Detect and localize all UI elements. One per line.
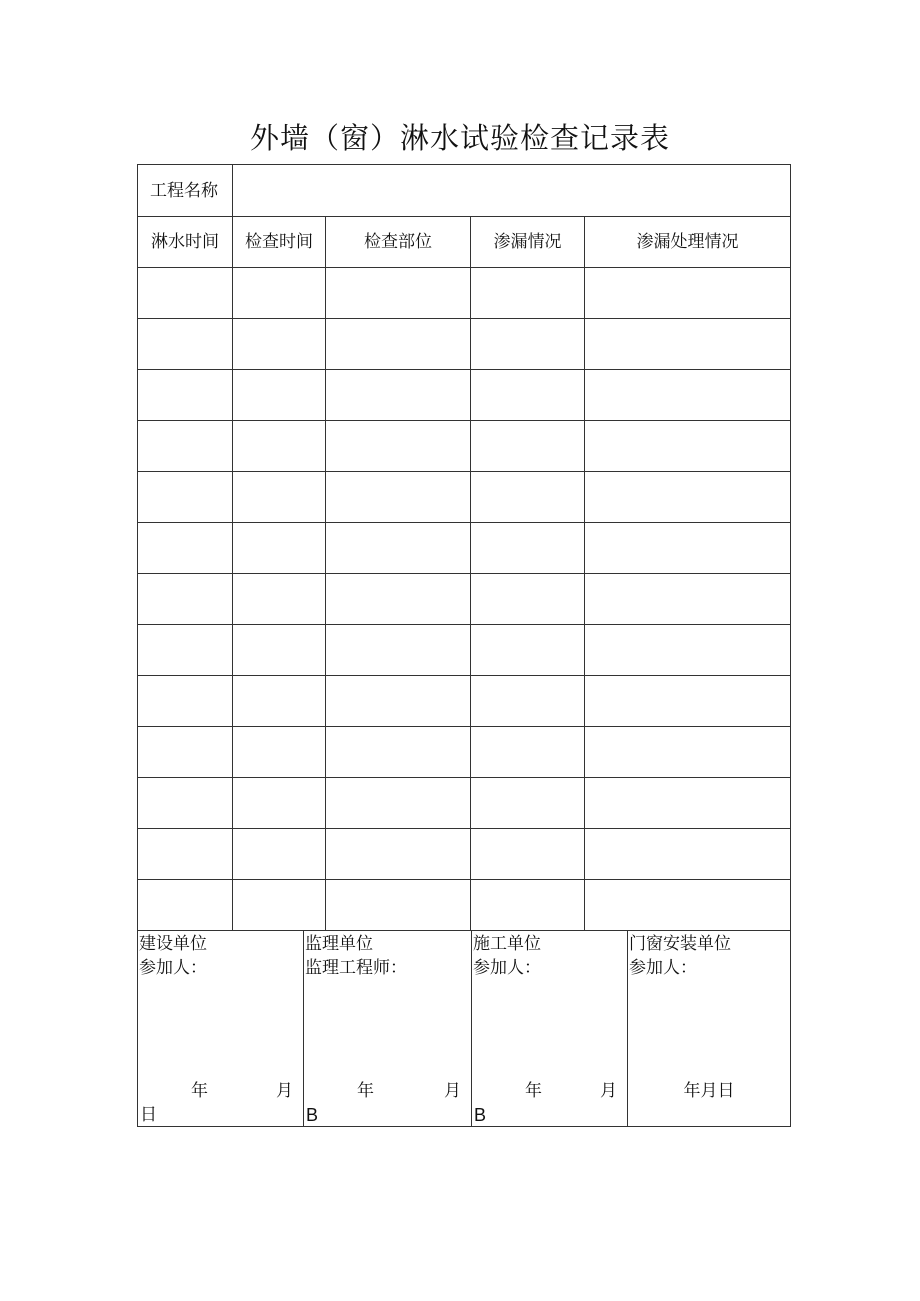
date-month-label: 月: [276, 1081, 293, 1101]
project-name-label: 工程名称: [138, 165, 233, 217]
cell-leak-treatment[interactable]: [585, 523, 791, 574]
column-header-spray-time: 淋水时间: [138, 217, 233, 268]
table-row: [138, 574, 791, 625]
table-row: [138, 880, 791, 931]
project-name-field[interactable]: [233, 165, 791, 217]
signature-cell-owner[interactable]: [138, 931, 304, 1127]
cell-leak-treatment[interactable]: [585, 370, 791, 421]
cell-inspect-time[interactable]: [233, 370, 326, 421]
cell-spray-time[interactable]: [138, 880, 233, 931]
signature-unit-label: 门窗安装单位: [629, 934, 731, 954]
cell-spray-time[interactable]: [138, 778, 233, 829]
table-row: [138, 370, 791, 421]
date-year-label: 年: [357, 1081, 374, 1101]
cell-leak-treatment[interactable]: [585, 574, 791, 625]
cell-inspect-time[interactable]: [233, 268, 326, 319]
cell-leak-status[interactable]: [471, 268, 585, 319]
cell-inspect-location[interactable]: [326, 523, 471, 574]
cell-inspect-location[interactable]: [326, 880, 471, 931]
cell-inspect-time[interactable]: [233, 625, 326, 676]
cell-leak-treatment[interactable]: [585, 829, 791, 880]
cell-inspect-time[interactable]: [233, 727, 326, 778]
cell-leak-treatment[interactable]: [585, 727, 791, 778]
signature-person-label: 参加人：: [139, 958, 207, 978]
date-day-label: B: [306, 1105, 319, 1125]
cell-leak-treatment[interactable]: [585, 319, 791, 370]
cell-leak-status[interactable]: [471, 370, 585, 421]
date-year-label: 年: [191, 1081, 208, 1101]
cell-spray-time[interactable]: [138, 268, 233, 319]
signature-cell-window-installer[interactable]: [628, 931, 791, 1127]
table-row: [138, 472, 791, 523]
column-header-inspect-time: 检查时间: [233, 217, 326, 268]
column-header-inspect-location: 检查部位: [326, 217, 471, 268]
project-row: [138, 165, 791, 217]
table-row: [138, 268, 791, 319]
cell-leak-treatment[interactable]: [585, 880, 791, 931]
cell-spray-time[interactable]: [138, 370, 233, 421]
cell-spray-time[interactable]: [138, 472, 233, 523]
form-title: 外墙（窗）淋水试验检查记录表: [249, 121, 670, 155]
cell-inspect-time[interactable]: [233, 676, 326, 727]
cell-spray-time[interactable]: [138, 829, 233, 880]
cell-leak-treatment[interactable]: [585, 778, 791, 829]
cell-leak-status[interactable]: [471, 727, 585, 778]
signature-cell-contractor[interactable]: [472, 931, 628, 1127]
cell-inspect-location[interactable]: [326, 778, 471, 829]
cell-leak-treatment[interactable]: [585, 625, 791, 676]
cell-spray-time[interactable]: [138, 523, 233, 574]
cell-leak-status[interactable]: [471, 421, 585, 472]
cell-leak-treatment[interactable]: [585, 676, 791, 727]
date-day-label: 日: [140, 1105, 157, 1125]
cell-inspect-location[interactable]: [326, 829, 471, 880]
inspection-table: [137, 164, 791, 931]
signature-person-label: 监理工程师：: [305, 958, 407, 978]
cell-inspect-location[interactable]: [326, 268, 471, 319]
cell-leak-status[interactable]: [471, 523, 585, 574]
column-header-leak-treatment: 渗漏处理情况: [585, 217, 791, 268]
cell-spray-time[interactable]: [138, 319, 233, 370]
table-row: [138, 778, 791, 829]
cell-leak-treatment[interactable]: [585, 472, 791, 523]
cell-leak-status[interactable]: [471, 880, 585, 931]
cell-inspect-time[interactable]: [233, 574, 326, 625]
cell-leak-status[interactable]: [471, 625, 585, 676]
date-month-label: 月: [444, 1081, 461, 1101]
date-month-label: 月: [600, 1081, 617, 1101]
cell-inspect-location[interactable]: [326, 676, 471, 727]
cell-spray-time[interactable]: [138, 421, 233, 472]
cell-inspect-time[interactable]: [233, 523, 326, 574]
signature-cell-supervisor[interactable]: [304, 931, 472, 1127]
cell-inspect-location[interactable]: [326, 727, 471, 778]
table-row: [138, 523, 791, 574]
signature-unit-label: 监理单位: [305, 934, 373, 954]
cell-inspect-time[interactable]: [233, 778, 326, 829]
cell-inspect-location[interactable]: [326, 370, 471, 421]
table-row: [138, 676, 791, 727]
signature-person-label: 参加人：: [629, 958, 697, 978]
cell-inspect-location[interactable]: [326, 421, 471, 472]
cell-spray-time[interactable]: [138, 676, 233, 727]
cell-inspect-location[interactable]: [326, 472, 471, 523]
cell-leak-status[interactable]: [471, 829, 585, 880]
signature-table: [137, 930, 791, 1127]
cell-inspect-time[interactable]: [233, 421, 326, 472]
signature-date: [304, 1079, 471, 1103]
signature-date: [472, 1079, 627, 1103]
cell-leak-status[interactable]: [471, 676, 585, 727]
signature-date: [138, 1079, 303, 1103]
table-row: [138, 829, 791, 880]
cell-leak-status[interactable]: [471, 574, 585, 625]
signature-date: 年月日: [683, 1081, 735, 1101]
table-row: [138, 727, 791, 778]
signature-row: [138, 931, 791, 1127]
cell-leak-status[interactable]: [471, 472, 585, 523]
cell-leak-treatment[interactable]: [585, 268, 791, 319]
column-header-leak-status: 渗漏情况: [471, 217, 585, 268]
cell-inspect-time[interactable]: [233, 880, 326, 931]
signature-person-label: 参加人：: [473, 958, 541, 978]
cell-inspect-location[interactable]: [326, 625, 471, 676]
cell-inspect-location[interactable]: [326, 319, 471, 370]
cell-spray-time[interactable]: [138, 727, 233, 778]
date-day-label: B: [474, 1105, 487, 1125]
date-year-label: 年: [525, 1081, 542, 1101]
cell-spray-time[interactable]: [138, 574, 233, 625]
signature-unit-label: 施工单位: [473, 934, 541, 954]
table-row: [138, 319, 791, 370]
cell-leak-status[interactable]: [471, 778, 585, 829]
cell-inspect-time[interactable]: [233, 472, 326, 523]
table-row: [138, 421, 791, 472]
cell-leak-status[interactable]: [471, 319, 585, 370]
table-row: [138, 625, 791, 676]
cell-inspect-location[interactable]: [326, 574, 471, 625]
cell-leak-treatment[interactable]: [585, 421, 791, 472]
cell-inspect-time[interactable]: [233, 829, 326, 880]
column-header-row: [138, 217, 791, 268]
cell-inspect-time[interactable]: [233, 319, 326, 370]
cell-spray-time[interactable]: [138, 625, 233, 676]
signature-unit-label: 建设单位: [139, 934, 207, 954]
